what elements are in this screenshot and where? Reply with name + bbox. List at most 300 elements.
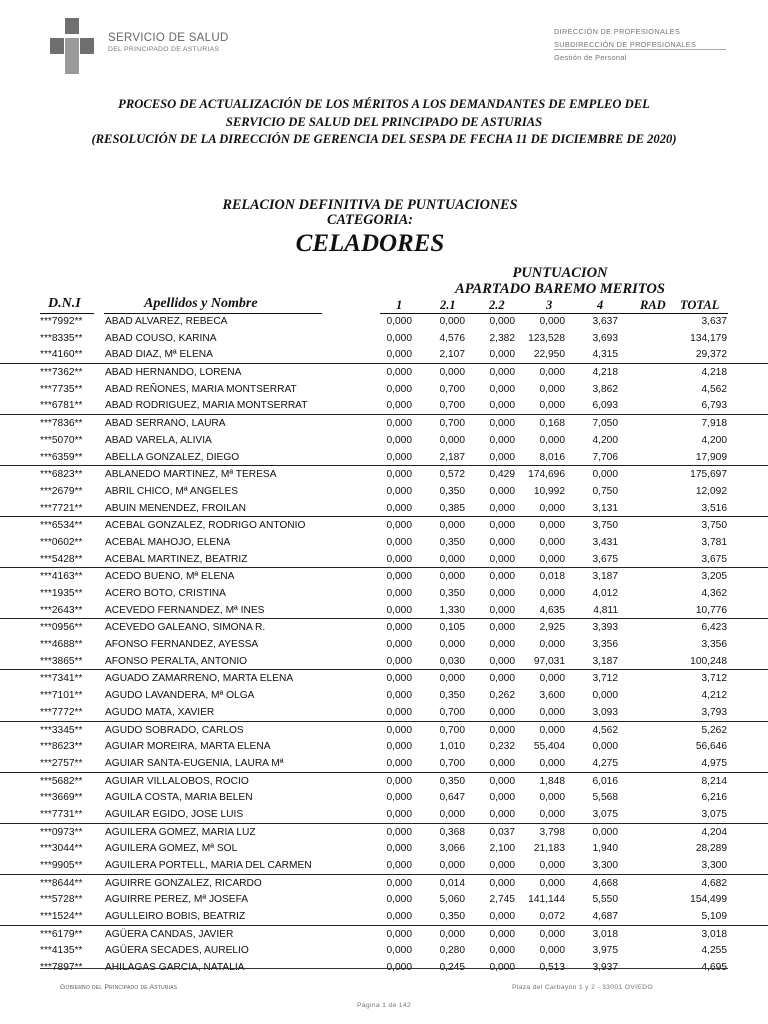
cell-c4: 6,093 <box>592 400 618 412</box>
title-line: (RESOLUCIÓN DE LA DIRECCIÓN DE GERENCIA DEL SESPA DE FECHA 11 DE DICIEMBRE DE 2020) <box>91 132 677 146</box>
cell-c22: 0,000 <box>489 485 515 497</box>
cell-dni: ***3669** <box>40 792 83 804</box>
cell-name: AGUIAR MOREIRA, MARTA ELENA <box>105 741 271 753</box>
cell-dni: ***0973** <box>40 826 83 838</box>
cell-name: AGUDO LAVANDERA, Mª OLGA <box>105 690 255 702</box>
cell-c4: 6,016 <box>592 775 618 787</box>
cell-c21: 0,350 <box>439 690 465 702</box>
cell-c3: 8,016 <box>539 451 565 463</box>
cell-c1: 0,000 <box>386 571 412 583</box>
cell-c21: 0,000 <box>439 520 465 532</box>
cell-name: ABAD HERNANDO, LORENA <box>105 367 242 379</box>
cell-c4: 4,687 <box>592 911 618 923</box>
cell-dni: ***3345** <box>40 724 83 736</box>
cell-total: 4,362 <box>701 588 727 599</box>
cell-c1: 0,000 <box>386 485 412 497</box>
cell-dni: ***7731** <box>40 808 83 820</box>
cell-c22: 0,000 <box>489 775 515 787</box>
cell-c3: 0,000 <box>539 639 565 651</box>
cell-c21: 0,000 <box>439 928 465 940</box>
cell-c1: 0,000 <box>386 894 412 906</box>
table-row <box>0 653 768 670</box>
cell-c1: 0,000 <box>386 911 412 923</box>
cell-name: ABLANEDO MARTINEZ, Mª TERESA <box>105 469 277 481</box>
table-row <box>0 346 768 363</box>
cell-c4: 3,300 <box>592 860 618 871</box>
cell-c1: 0,000 <box>386 757 412 769</box>
cell-name: ABAD ALVAREZ, REBECA <box>105 316 228 327</box>
cell-c22: 0,000 <box>489 316 515 327</box>
cell-c4: 3,712 <box>592 673 618 685</box>
cell-dni: ***8644** <box>40 877 83 889</box>
col-header-rad: RAD <box>640 298 666 312</box>
cell-c4: 0,750 <box>592 485 618 497</box>
table-row <box>0 857 768 874</box>
cell-c3: 0,000 <box>539 706 565 718</box>
cell-c4: 3,356 <box>592 639 618 651</box>
table-row <box>0 551 768 568</box>
cell-c4: 3,975 <box>592 945 618 957</box>
col-header-3: 3 <box>546 298 553 312</box>
cell-c4: 3,693 <box>592 332 618 344</box>
cell-c3: 141,144 <box>528 894 565 906</box>
cell-c4: 5,568 <box>592 792 618 804</box>
cell-name: ACEBAL GONZALEZ, RODRIGO ANTONIO <box>105 520 306 532</box>
col-header-1: 1 <box>396 298 403 312</box>
table-row <box>0 432 768 449</box>
cell-c21: 0,700 <box>439 757 465 769</box>
cell-total: 3,675 <box>701 553 727 565</box>
cell-c22: 0,000 <box>489 706 515 718</box>
table-row <box>0 567 768 585</box>
cell-c22: 0,000 <box>489 520 515 532</box>
cell-c4: 0,000 <box>592 469 618 481</box>
department-block <box>554 25 696 64</box>
cell-total: 8,214 <box>701 775 727 787</box>
cell-c3: 123,528 <box>528 332 565 344</box>
cell-dni: ***6781** <box>40 400 83 412</box>
cell-c3: 22,950 <box>533 349 565 361</box>
cell-c4: 0,000 <box>592 826 618 838</box>
cell-total: 3,750 <box>701 520 727 532</box>
cell-c22: 2,382 <box>489 332 515 344</box>
dept-divider <box>554 49 726 50</box>
cell-c21: 0,700 <box>439 400 465 412</box>
table-row <box>0 840 768 857</box>
cell-c21: 0,350 <box>439 536 465 548</box>
cell-name: ACERO BOTO, CRISTINA <box>105 588 226 599</box>
cell-c3: 4,635 <box>539 604 565 616</box>
scores-table <box>0 313 768 976</box>
cell-name: AGULLEIRO BOBIS, BEATRIZ <box>105 911 246 923</box>
col-header-dni: D.N.I <box>48 296 81 311</box>
cell-c4: 3,075 <box>592 808 618 820</box>
cell-c22: 0,000 <box>489 383 515 395</box>
cell-dni: ***8623** <box>40 741 83 753</box>
cell-total: 4,562 <box>701 383 727 395</box>
cell-c1: 0,000 <box>386 418 412 430</box>
cell-c22: 0,000 <box>489 536 515 548</box>
cell-c22: 0,000 <box>489 928 515 940</box>
category-name: CELADORES <box>295 230 445 257</box>
cell-c3: 0,000 <box>539 316 565 327</box>
cell-c1: 0,000 <box>386 655 412 667</box>
table-row <box>0 755 768 772</box>
cell-c4: 0,000 <box>592 690 618 702</box>
cell-c21: 0,000 <box>439 639 465 651</box>
cell-c3: 97,031 <box>533 655 565 667</box>
cell-total: 6,216 <box>701 792 727 804</box>
table-row <box>0 618 768 636</box>
cell-c4: 5,550 <box>592 894 618 906</box>
col-header-total: TOTAL <box>680 298 720 312</box>
cell-c21: 0,014 <box>439 877 465 889</box>
logo-icon <box>50 18 94 74</box>
cell-c3: 1,848 <box>539 775 565 787</box>
cell-c1: 0,000 <box>386 673 412 685</box>
table-row <box>0 636 768 653</box>
table-row <box>0 313 768 330</box>
cell-name: ABAD SERRANO, LAURA <box>105 418 226 430</box>
cell-c22: 0,000 <box>489 792 515 804</box>
cell-total: 3,300 <box>701 860 727 871</box>
cell-total: 4,975 <box>701 757 727 769</box>
cell-c3: 0,513 <box>539 962 565 974</box>
document-title <box>0 96 768 149</box>
cell-c21: 0,350 <box>439 485 465 497</box>
cell-c3: 0,000 <box>539 536 565 548</box>
table-row <box>0 483 768 500</box>
cell-c22: 0,000 <box>489 622 515 634</box>
cell-c4: 4,315 <box>592 349 618 361</box>
table-row <box>0 738 768 755</box>
table-row <box>0 925 768 943</box>
cell-c4: 3,393 <box>592 622 618 634</box>
table-row <box>0 500 768 517</box>
cell-c22: 0,000 <box>489 451 515 463</box>
cell-name: AGUADO ZAMARRENO, MARTA ELENA <box>105 673 294 685</box>
cell-dni: ***4160** <box>40 349 83 361</box>
score-header <box>440 265 680 297</box>
table-row <box>0 585 768 602</box>
cell-c21: 2,107 <box>439 349 465 361</box>
cell-c3: 0,000 <box>539 757 565 769</box>
cell-name: AGUIRRE PEREZ, Mª JOSEFA <box>105 894 249 906</box>
table-row <box>0 704 768 721</box>
cell-c3: 55,404 <box>533 741 565 753</box>
cell-c3: 0,000 <box>539 808 565 820</box>
cell-c1: 0,000 <box>386 843 412 855</box>
cell-name: ABUIN MENENDEZ, FROILAN <box>105 502 246 514</box>
cell-c3: 0,000 <box>539 588 565 599</box>
footer-government: Gobierno del Principado de Asturias <box>60 984 178 991</box>
cell-c3: 0,000 <box>539 792 565 804</box>
table-row <box>0 823 768 841</box>
cell-dni: ***3865** <box>40 655 83 667</box>
cell-c21: 0,700 <box>439 706 465 718</box>
cell-c21: 0,700 <box>439 418 465 430</box>
cell-name: ACEBAL MARTINEZ, BEATRIZ <box>105 553 248 565</box>
cell-dni: ***7735** <box>40 383 83 395</box>
cell-dni: ***6179** <box>40 928 83 940</box>
cell-total: 4,204 <box>701 826 727 838</box>
cell-dni: ***3044** <box>40 843 83 855</box>
cell-c1: 0,000 <box>386 332 412 344</box>
cell-c21: 3,066 <box>439 843 465 855</box>
cell-c4: 4,012 <box>592 588 618 599</box>
cell-dni: ***7772** <box>40 706 83 718</box>
cell-c1: 0,000 <box>386 400 412 412</box>
cell-c3: 0,000 <box>539 877 565 889</box>
cell-c21: 0,572 <box>439 469 465 481</box>
cell-c22: 0,000 <box>489 349 515 361</box>
cell-dni: ***5682** <box>40 775 83 787</box>
cell-c4: 3,675 <box>592 553 618 565</box>
category-label: CATEGORIA: <box>327 212 413 228</box>
cell-c1: 0,000 <box>386 434 412 446</box>
table-row <box>0 908 768 925</box>
cell-c1: 0,000 <box>386 826 412 838</box>
cell-name: ACEBAL MAHOJO, ELENA <box>105 536 231 548</box>
table-row <box>0 516 768 534</box>
cell-dni: ***5728** <box>40 894 83 906</box>
cell-c22: 0,232 <box>489 741 515 753</box>
cell-c1: 0,000 <box>386 792 412 804</box>
cell-dni: ***0956** <box>40 622 83 634</box>
cell-c22: 0,037 <box>489 826 515 838</box>
table-row <box>0 874 768 892</box>
cell-c21: 0,030 <box>439 655 465 667</box>
cell-c1: 0,000 <box>386 316 412 327</box>
cell-c3: 3,798 <box>539 826 565 838</box>
cell-total: 7,918 <box>701 418 727 430</box>
cell-name: AGÜERA SECADES, AURELIO <box>105 945 249 957</box>
cell-c21: 0,000 <box>439 434 465 446</box>
cell-total: 4,682 <box>701 877 727 889</box>
cell-c1: 0,000 <box>386 469 412 481</box>
cell-c21: 0,280 <box>439 945 465 957</box>
cell-c1: 0,000 <box>386 520 412 532</box>
col-header-2-1: 2.1 <box>440 298 456 312</box>
cell-c1: 0,000 <box>386 349 412 361</box>
cell-c22: 0,000 <box>489 434 515 446</box>
table-row <box>0 381 768 398</box>
cell-c22: 0,000 <box>489 367 515 379</box>
cell-dni: ***7836** <box>40 418 83 430</box>
cell-total: 3,075 <box>701 808 727 820</box>
cell-dni: ***7897** <box>40 962 83 974</box>
cell-c22: 0,000 <box>489 655 515 667</box>
cell-c22: 0,000 <box>489 553 515 565</box>
cell-c22: 0,000 <box>489 418 515 430</box>
cell-c4: 4,275 <box>592 757 618 769</box>
cell-c4: 3,187 <box>592 655 618 667</box>
cell-total: 3,516 <box>701 502 727 514</box>
cell-dni: ***9905** <box>40 860 83 871</box>
cell-total: 3,018 <box>701 928 727 940</box>
cell-dni: ***1524** <box>40 911 83 923</box>
cell-c4: 3,187 <box>592 571 618 583</box>
cell-c4: 4,562 <box>592 724 618 736</box>
cell-c1: 0,000 <box>386 724 412 736</box>
cell-c22: 0,000 <box>489 911 515 923</box>
cell-c21: 4,576 <box>439 332 465 344</box>
col-header-name: Apellidos y Nombre <box>144 296 258 311</box>
cell-c22: 0,000 <box>489 400 515 412</box>
table-row <box>0 465 768 483</box>
cell-c3: 0,000 <box>539 400 565 412</box>
cell-name: ACEDO BUENO, Mª ELENA <box>105 571 235 583</box>
cell-total: 3,781 <box>701 536 727 548</box>
cell-c21: 0,000 <box>439 367 465 379</box>
cell-c1: 0,000 <box>386 741 412 753</box>
cell-c4: 4,811 <box>593 604 618 616</box>
score-header-line: PUNTUACION <box>512 265 608 281</box>
table-row <box>0 721 768 739</box>
cell-c1: 0,000 <box>386 945 412 957</box>
cell-c4: 4,668 <box>592 877 618 889</box>
cell-name: AFONSO FERNANDEZ, AYESSA <box>105 639 259 651</box>
cell-c3: 3,600 <box>539 690 565 702</box>
cell-c3: 0,168 <box>539 418 565 430</box>
cell-c4: 4,218 <box>592 367 618 379</box>
cell-c3: 0,000 <box>539 383 565 395</box>
cell-c22: 0,000 <box>489 962 515 974</box>
footer-divider <box>40 968 728 969</box>
cell-c1: 0,000 <box>386 775 412 787</box>
cell-c1: 0,000 <box>386 877 412 889</box>
cell-c22: 0,262 <box>489 690 515 702</box>
cell-dni: ***2757** <box>40 757 83 769</box>
cell-total: 5,109 <box>701 911 727 923</box>
cell-total: 10,776 <box>695 604 727 616</box>
dept-line: DIRECCIÓN DE PROFESIONALES <box>554 27 681 36</box>
cell-c1: 0,000 <box>386 962 412 974</box>
cell-c21: 0,245 <box>439 962 465 974</box>
cell-name: AGÜERA CANDAS, JAVIER <box>105 928 234 940</box>
cell-name: AGUDO MATA, XAVIER <box>105 706 215 718</box>
cell-dni: ***7721** <box>40 502 83 514</box>
cell-c3: 0,000 <box>539 724 565 736</box>
org-sub: DEL PRINCIPADO DE ASTURIAS <box>108 46 220 53</box>
col-header-4: 4 <box>597 298 604 312</box>
cell-total: 4,695 <box>701 962 727 974</box>
cell-c3: 0,018 <box>539 571 565 583</box>
table-row <box>0 687 768 704</box>
page-number: Página 1 de 142 <box>356 1002 411 1009</box>
cell-name: AGUIRRE GONZALEZ, RICARDO <box>105 877 262 889</box>
table-row <box>0 449 768 466</box>
table-row <box>0 789 768 806</box>
cell-total: 6,793 <box>701 400 727 412</box>
cell-c3: 2,925 <box>539 622 565 634</box>
cell-c21: 2,187 <box>439 451 465 463</box>
cell-c22: 0,429 <box>489 469 515 481</box>
cell-dni: ***7101** <box>40 690 83 702</box>
cell-dni: ***0602** <box>40 536 83 548</box>
cell-c22: 0,000 <box>489 502 515 514</box>
cell-c22: 0,000 <box>489 604 515 616</box>
org-brand <box>108 32 229 53</box>
cell-c22: 2,100 <box>489 843 515 855</box>
title-line: SERVICIO DE SALUD DEL PRINCIPADO DE ASTURIAS <box>225 114 543 129</box>
cell-c3: 0,072 <box>539 911 565 923</box>
cell-dni: ***6823** <box>40 469 83 481</box>
cell-c3: 21,183 <box>533 843 565 855</box>
cell-c22: 0,000 <box>489 757 515 769</box>
cell-total: 4,218 <box>701 367 727 379</box>
cell-c22: 0,000 <box>489 945 515 957</box>
cell-c4: 1,940 <box>592 843 618 855</box>
cell-dni: ***7341** <box>40 673 83 685</box>
cell-name: AGUILAR EGIDO, JOSE LUIS <box>105 808 244 820</box>
cell-name: AGUIAR VILLALOBOS, ROCIO <box>105 775 249 787</box>
cell-name: AFONSO PERALTA, ANTONIO <box>105 655 248 667</box>
cell-c21: 0,000 <box>439 571 465 583</box>
cell-c22: 0,000 <box>489 673 515 685</box>
cell-c21: 0,105 <box>439 622 465 634</box>
cell-c22: 0,000 <box>489 639 515 651</box>
cell-c4: 7,706 <box>592 451 618 463</box>
cell-c1: 0,000 <box>386 383 412 395</box>
table-row <box>0 330 768 347</box>
table-row <box>0 363 768 381</box>
cell-c21: 0,350 <box>439 775 465 787</box>
cell-c4: 3,637 <box>592 316 618 327</box>
cell-c21: 0,385 <box>439 502 465 514</box>
cell-total: 3,356 <box>701 639 727 651</box>
cell-total: 3,637 <box>701 316 727 327</box>
cell-c4: 4,200 <box>592 434 618 446</box>
cell-c1: 0,000 <box>386 588 412 599</box>
cell-c1: 0,000 <box>386 928 412 940</box>
cell-c1: 0,000 <box>386 690 412 702</box>
cell-name: ABRIL CHICO, Mª ANGELES <box>105 485 239 497</box>
cell-c3: 174,696 <box>528 469 565 481</box>
cell-c3: 0,000 <box>539 367 565 379</box>
footer-address: Plaza del Carbayón 1 y 2 - 33001 OVIEDO <box>512 984 653 991</box>
table-row <box>0 772 768 790</box>
title-line: PROCESO DE ACTUALIZACIÓN DE LOS MÉRITOS A LOS DEMANDANTES DE EMPLEO DEL <box>118 97 650 111</box>
score-header-line: APARTADO BAREMO MERITOS <box>455 281 665 297</box>
relation-title: RELACION DEFINITIVA DE PUNTUACIONES <box>222 197 518 213</box>
cell-dni: ***5428** <box>40 553 83 565</box>
cell-c3: 0,000 <box>539 928 565 940</box>
dept-line: SUBDIRECCIÓN DE PROFESIONALES <box>554 40 697 49</box>
cell-dni: ***7992** <box>40 316 83 327</box>
cell-c22: 0,000 <box>489 808 515 820</box>
cell-name: ABAD DIAZ, Mª ELENA <box>105 349 213 361</box>
cell-name: AHILAGAS GARCIA, NATALIA <box>105 962 245 974</box>
cell-c1: 0,000 <box>386 604 412 616</box>
cell-c3: 0,000 <box>539 673 565 685</box>
cell-total: 4,255 <box>701 945 727 957</box>
cell-c22: 0,000 <box>489 571 515 583</box>
table-row <box>0 602 768 619</box>
cell-name: AGUILERA PORTELL, MARIA DEL CARMEN <box>105 860 312 871</box>
cell-name: AGUIAR SANTA-EUGENIA, LAURA Mª <box>105 757 284 769</box>
table-row <box>0 806 768 823</box>
cell-c1: 0,000 <box>386 367 412 379</box>
cell-total: 100,248 <box>690 655 727 667</box>
cell-total: 4,212 <box>701 690 727 702</box>
cell-c4: 3,862 <box>592 383 618 395</box>
cell-c21: 0,000 <box>439 553 465 565</box>
dept-line: Gestión de Personal <box>554 53 627 62</box>
table-row <box>0 942 768 959</box>
cell-total: 154,499 <box>690 894 727 906</box>
cell-dni: ***5070** <box>40 434 83 446</box>
